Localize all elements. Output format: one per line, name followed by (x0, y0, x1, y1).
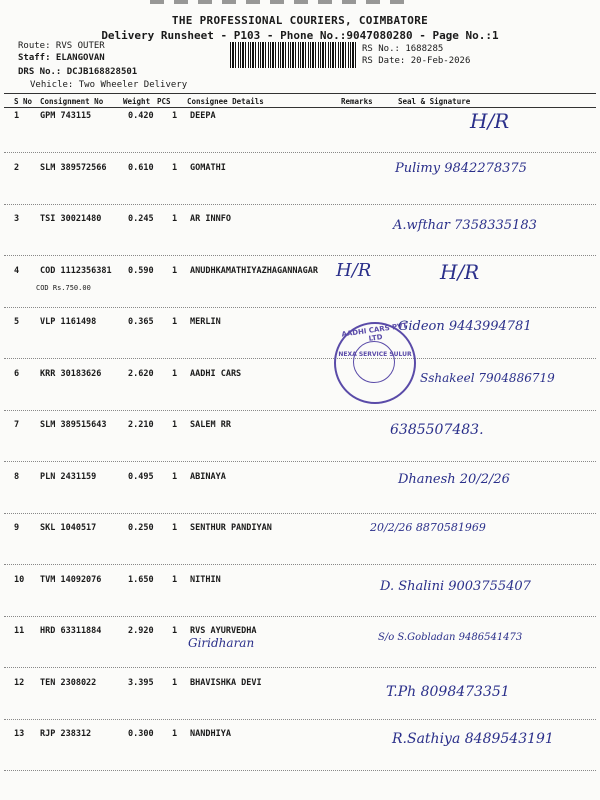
drs-number: DRS No.: DCJB16882850​1 (18, 67, 138, 77)
row-sno: 12 (14, 677, 25, 688)
row-weight: 0.420 (128, 111, 154, 121)
route: Route: RVS OUTER (18, 41, 105, 51)
row-consignment-no: PLN 2431159 (40, 471, 97, 482)
barcode (230, 42, 358, 68)
row-consignment-no: SLM 389572566 (40, 162, 107, 173)
row-remark: H/R (336, 259, 372, 281)
row-consignee: NANDHIYA (190, 729, 231, 739)
row-consignment-no: GPM 743115 (40, 111, 92, 121)
row-signature: Sshakeel 7904886719 (420, 370, 555, 385)
stamp-text-mid: NEXA SERVICE SULUR (338, 351, 412, 358)
row-consignee: RVS AYURVEDHA (190, 626, 257, 636)
row-weight: 2.210 (128, 420, 154, 430)
row-sno: 3 (14, 214, 20, 224)
stamp-text-top: AADHI CARS PVT LTD (341, 321, 408, 343)
row-sno: 8 (14, 471, 20, 482)
rs-date: RS Date: 20-Feb-2026 (362, 56, 471, 66)
row-pcs: 1 (172, 626, 178, 636)
row-separator (4, 410, 596, 411)
row-weight: 1.650 (128, 574, 154, 585)
row-signature: Dhanesh 20/2/26 (398, 471, 510, 487)
row-signature: Pulimy 9842278375 (395, 160, 527, 176)
row-pcs: 1 (172, 111, 178, 121)
row-separator (4, 719, 596, 720)
col-consignee: Consignee Details (187, 97, 264, 106)
row-signature: R.Sathiya 8489543191 (392, 731, 554, 747)
row-weight: 0.610 (128, 162, 154, 173)
row-cod-amount: COD Rs.750.00 (36, 283, 91, 292)
row-sno: 1 (14, 111, 20, 121)
row-separator (4, 255, 596, 256)
row-pcs: 1 (172, 420, 178, 430)
runsheet-title: Delivery Runsheet - P103 - Phone No.:9047080280 - Page No.:1 (101, 29, 499, 42)
row-separator (4, 461, 596, 462)
header-rule-bottom (4, 107, 596, 108)
row-separator (4, 564, 596, 565)
row-sno: 2 (14, 162, 20, 173)
row-separator (4, 152, 596, 153)
row-pcs: 1 (172, 317, 178, 327)
col-consignment: Consignment No (40, 97, 104, 106)
row-signature: T.Ph 8098473351 (386, 683, 510, 700)
row-weight: 0.245 (128, 214, 154, 224)
row-sno: 5 (14, 317, 20, 327)
row-consignment-no: TSI 30021480 (40, 214, 102, 224)
row-pcs: 1 (172, 729, 178, 739)
row-consignment-no: VLP 1161498 (40, 317, 97, 327)
row-sno: 7 (14, 420, 20, 430)
row-weight: 0.365 (128, 317, 154, 327)
row-separator (4, 616, 596, 617)
top-print-mark (150, 0, 410, 4)
row-consignee: GOMATHI (190, 162, 226, 173)
row-separator (4, 770, 596, 771)
row-pcs: 1 (172, 162, 178, 173)
row-sno: 6 (14, 368, 20, 379)
row-consignee: ABINAYA (190, 471, 226, 482)
row-weight: 0.495 (128, 471, 154, 482)
row-consignment-no: SKL 1040517 (40, 523, 97, 533)
row-pcs: 1 (172, 574, 178, 585)
row-pcs: 1 (172, 677, 178, 688)
row-pcs: 1 (172, 265, 178, 276)
row-signature: 6385507483. (390, 422, 484, 438)
row-signature: D. Shalini 9003755407 (380, 578, 531, 594)
row-consignment-no: HRD 63311884 (40, 626, 102, 636)
row-separator (4, 513, 596, 514)
row-signature: 20/2/26 8870581969 (370, 521, 486, 534)
row-sno: 13 (14, 729, 25, 739)
row-consignment-no: COD 1112356381 (40, 265, 112, 276)
rs-number: RS No.: 1688285 (362, 44, 444, 54)
row-consignee: SENTHUR PANDIYAN (190, 523, 272, 533)
company-title: THE PROFESSIONAL COURIERS, COIMBATORE (171, 14, 429, 27)
staff: Staff: ELANGOVAN (18, 53, 105, 63)
row-signature: A.wfthar 7358335183 (393, 218, 537, 233)
row-weight: 0.590 (128, 265, 154, 276)
row-handwritten-name: Giridharan (188, 636, 255, 650)
row-pcs: 1 (172, 368, 178, 379)
row-signature: H/R (470, 109, 510, 133)
row-consignment-no: SLM 389515643 (40, 420, 107, 430)
row-sno: 10 (14, 574, 25, 585)
row-signature: Gideon 9443994781 (398, 319, 532, 334)
row-pcs: 1 (172, 214, 178, 224)
row-consignee: ANUDHKAMATHIYAZHAGANNAGAR (190, 265, 318, 276)
row-signature: H/R (440, 259, 480, 284)
row-sno: 4 (14, 265, 20, 276)
row-weight: 3.395 (128, 677, 154, 688)
row-separator (4, 358, 596, 359)
row-pcs: 1 (172, 471, 178, 482)
header-rule-top (4, 93, 596, 94)
row-consignee: NITHIN (190, 574, 221, 585)
row-weight: 2.920 (128, 626, 154, 636)
row-sno: 11 (14, 626, 25, 636)
row-weight: 0.250 (128, 523, 154, 533)
col-sno: S No (14, 97, 33, 106)
row-consignee: SALEM RR (190, 420, 231, 430)
row-signature: S/o S.Gobladan 9486541473 (378, 632, 523, 643)
row-consignment-no: RJP 238312 (40, 729, 92, 739)
row-weight: 0.300 (128, 729, 154, 739)
col-remarks: Remarks (341, 97, 373, 106)
row-consignee: MERLIN (190, 317, 221, 327)
row-separator (4, 667, 596, 668)
row-consignee: BHAVISHKA DEVI (190, 677, 262, 688)
row-consignee: DEEPA (190, 111, 216, 121)
col-seal-signature: Seal & Signature (398, 97, 471, 106)
company-stamp (334, 322, 416, 404)
row-consignment-no: TVM 14092076 (40, 574, 102, 585)
row-sno: 9 (14, 523, 20, 533)
row-consignment-no: TEN 2308022 (40, 677, 97, 688)
row-pcs: 1 (172, 523, 178, 533)
row-weight: 2.620 (128, 368, 154, 379)
row-consignment-no: KRR 30183626 (40, 368, 102, 379)
col-weight: Weight (123, 97, 151, 106)
col-pcs: PCS (157, 97, 171, 106)
row-separator (4, 307, 596, 308)
row-separator (4, 204, 596, 205)
row-consignee: AADHI CARS (190, 368, 242, 379)
row-consignee: AR INNFO (190, 214, 231, 224)
vehicle: Vehicle: Two Wheeler Delivery (30, 80, 188, 90)
